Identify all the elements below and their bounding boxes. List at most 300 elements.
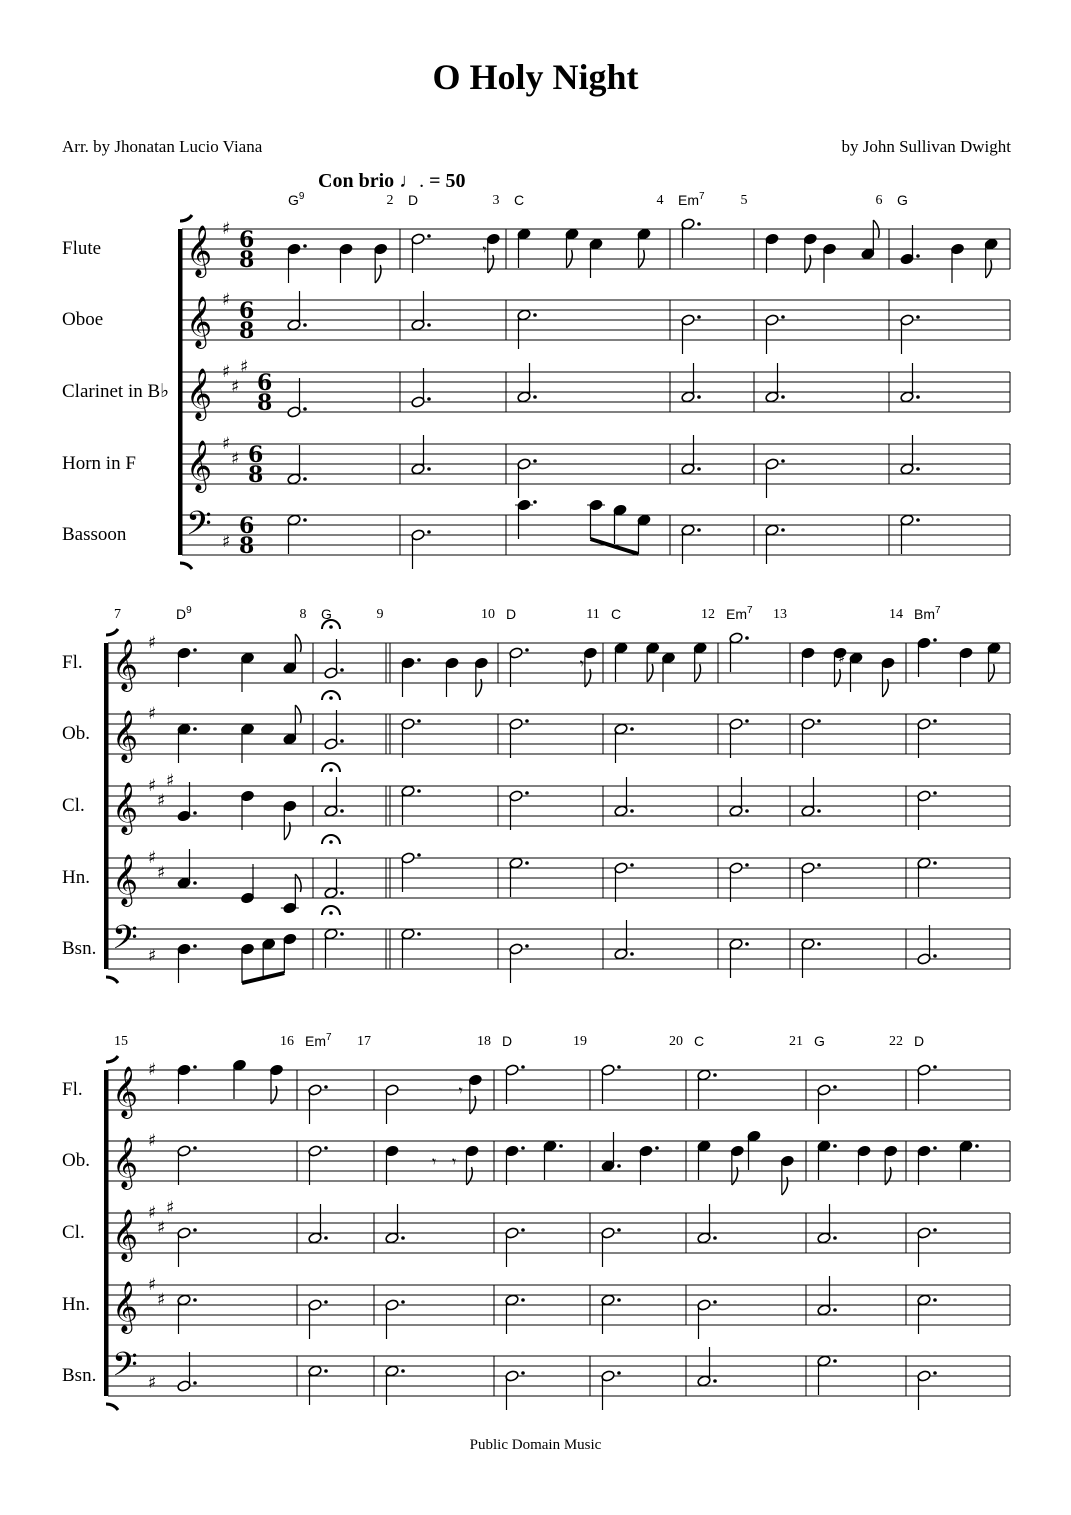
note bbox=[177, 849, 197, 889]
note bbox=[900, 514, 920, 554]
note bbox=[900, 435, 920, 475]
chord-extension: 7 bbox=[935, 605, 941, 616]
instrument-label: Hn. bbox=[62, 867, 90, 888]
dot bbox=[617, 1065, 621, 1069]
chord-symbol: $G^9$ bbox=[288, 191, 305, 208]
instrument-label: Horn in F bbox=[62, 453, 136, 474]
note bbox=[614, 920, 634, 960]
dot bbox=[303, 323, 307, 327]
note bbox=[681, 218, 701, 258]
chord-symbol: G bbox=[814, 1033, 825, 1049]
time-signature-denominator: 8 bbox=[239, 247, 255, 273]
flag bbox=[885, 1167, 891, 1185]
dot bbox=[697, 315, 701, 319]
dot bbox=[933, 861, 937, 865]
sharp-icon: ♯ bbox=[838, 649, 846, 667]
system-bracket bbox=[106, 1056, 118, 1062]
measure-number: 17 bbox=[357, 1034, 371, 1049]
note bbox=[287, 291, 307, 331]
system-bracket bbox=[106, 977, 118, 983]
time-signature-denominator: 8 bbox=[248, 462, 264, 488]
dot bbox=[817, 809, 821, 813]
note bbox=[730, 1145, 744, 1185]
treble-clef-icon: 𝄞 bbox=[186, 296, 213, 347]
dot bbox=[630, 727, 634, 731]
note bbox=[697, 1204, 717, 1244]
note bbox=[589, 238, 603, 278]
flag bbox=[488, 255, 494, 273]
note bbox=[984, 238, 998, 278]
note bbox=[614, 777, 634, 817]
instrument-label: Bassoon bbox=[62, 524, 127, 545]
dot bbox=[427, 530, 431, 534]
instrument-label: Fl. bbox=[62, 652, 83, 673]
dot bbox=[193, 881, 197, 885]
note bbox=[308, 1365, 328, 1405]
dot bbox=[713, 1236, 717, 1240]
chord-symbol: C bbox=[611, 606, 622, 622]
note bbox=[283, 634, 301, 674]
note bbox=[445, 657, 459, 697]
note bbox=[817, 1276, 837, 1316]
treble-clef-icon: 𝄞 bbox=[112, 782, 139, 833]
measure-number: 2 bbox=[386, 193, 394, 208]
fermata-dot bbox=[329, 911, 333, 915]
note bbox=[801, 777, 821, 817]
note bbox=[838, 649, 863, 692]
system-bracket bbox=[106, 1404, 118, 1410]
flag bbox=[476, 679, 482, 697]
note bbox=[465, 1145, 479, 1185]
dot bbox=[933, 1065, 937, 1069]
note bbox=[747, 1130, 761, 1170]
treble-clef-icon: 𝄞 bbox=[112, 1137, 139, 1188]
note bbox=[801, 647, 815, 687]
flag bbox=[295, 874, 301, 892]
note bbox=[509, 857, 529, 897]
chord-symbol: D bbox=[914, 1033, 925, 1049]
note bbox=[614, 642, 628, 682]
sharp-icon: ♯ bbox=[148, 1203, 157, 1223]
dot bbox=[713, 1379, 717, 1383]
sharp-icon: ♯ bbox=[148, 1060, 157, 1080]
treble-clef-icon: 𝄞 bbox=[186, 225, 213, 276]
dot bbox=[340, 739, 344, 743]
note bbox=[401, 928, 421, 968]
time-signature-denominator: 8 bbox=[257, 390, 273, 416]
treble-clef-icon: 𝄞 bbox=[112, 1281, 139, 1332]
dot bbox=[521, 1065, 525, 1069]
note bbox=[861, 220, 879, 260]
dot bbox=[193, 811, 197, 815]
measure-number: 6 bbox=[875, 193, 883, 208]
treble-clef-icon: 𝄞 bbox=[186, 440, 213, 491]
time-signature-denominator: 8 bbox=[239, 318, 255, 344]
note bbox=[474, 657, 488, 697]
note bbox=[177, 723, 197, 763]
bass-clef-icon: 𝄢 bbox=[186, 505, 212, 551]
measure-number: 18 bbox=[477, 1034, 491, 1049]
dot bbox=[401, 1300, 405, 1304]
dot bbox=[427, 467, 431, 471]
note bbox=[697, 1347, 717, 1387]
dot bbox=[933, 954, 937, 958]
note bbox=[817, 1204, 837, 1244]
dot bbox=[521, 1298, 525, 1302]
note bbox=[232, 1059, 246, 1099]
instrument-label: Cl. bbox=[62, 1222, 85, 1243]
measure-number: 4 bbox=[656, 193, 664, 208]
measure-number: 21 bbox=[789, 1034, 803, 1049]
instrument-label: Ob. bbox=[62, 723, 90, 744]
note bbox=[950, 243, 964, 283]
dot bbox=[193, 1228, 197, 1232]
dot bbox=[781, 459, 785, 463]
chord-symbol: $D^9$ bbox=[176, 605, 192, 622]
sharp-icon: ♯ bbox=[231, 449, 240, 469]
note bbox=[614, 723, 634, 763]
arranger-credit: Arr. by Jhonatan Lucio Viana bbox=[62, 137, 263, 156]
chord-extension: 9 bbox=[298, 191, 305, 202]
measure-number: 7 bbox=[114, 607, 121, 622]
dot bbox=[193, 1381, 197, 1385]
flag bbox=[271, 1086, 277, 1104]
score-title: O Holy Night bbox=[432, 57, 639, 97]
note bbox=[269, 1064, 283, 1104]
dot bbox=[324, 1300, 328, 1304]
sharp-icon: ♯ bbox=[157, 791, 166, 811]
note bbox=[322, 620, 344, 679]
tempo-value: = 50 bbox=[429, 170, 466, 192]
sharp-icon: ♯ bbox=[222, 434, 231, 454]
chord-symbol: Em$^7$ bbox=[305, 1032, 332, 1049]
measure-number: 13 bbox=[773, 607, 787, 622]
measure-number: 10 bbox=[481, 607, 495, 622]
chord-symbol: D bbox=[408, 192, 419, 208]
note bbox=[322, 835, 344, 899]
note bbox=[374, 243, 388, 283]
chord-symbol: Bm$^7$ bbox=[914, 605, 941, 622]
chord-symbol: D bbox=[502, 1033, 513, 1049]
note bbox=[543, 1140, 563, 1180]
chord-symbol: Em$^7$ bbox=[726, 605, 753, 622]
note bbox=[240, 652, 254, 692]
measure-number: 14 bbox=[889, 607, 903, 622]
measure-number: 11 bbox=[586, 607, 600, 622]
measure-number: 3 bbox=[492, 193, 500, 208]
dot bbox=[697, 528, 701, 532]
dot bbox=[303, 244, 307, 248]
note bbox=[515, 499, 537, 539]
note bbox=[322, 763, 344, 817]
dot bbox=[324, 1369, 328, 1373]
dot bbox=[417, 853, 421, 857]
note bbox=[661, 652, 675, 692]
dot bbox=[340, 668, 344, 672]
note bbox=[287, 445, 307, 485]
system-bracket bbox=[180, 563, 192, 569]
treble-clef-icon: 𝄞 bbox=[112, 1066, 139, 1117]
note bbox=[601, 1294, 621, 1334]
dot bbox=[833, 1236, 837, 1240]
dot bbox=[817, 719, 821, 723]
note bbox=[385, 1145, 399, 1185]
dot bbox=[781, 528, 785, 532]
note bbox=[587, 499, 605, 539]
instrument-label: Fl. bbox=[62, 1079, 83, 1100]
instrument-label: Flute bbox=[62, 238, 102, 259]
note bbox=[613, 504, 627, 544]
dot bbox=[303, 518, 307, 522]
dot bbox=[933, 1371, 937, 1375]
treble-clef-icon: 𝄞 bbox=[112, 710, 139, 761]
sharp-icon: ♯ bbox=[222, 532, 231, 552]
dot bbox=[697, 395, 701, 399]
sharp-icon: ♯ bbox=[157, 863, 166, 883]
instrument-label: Oboe bbox=[62, 309, 104, 330]
dot bbox=[817, 863, 821, 867]
dot bbox=[401, 1236, 405, 1240]
sharp-icon: ♯ bbox=[240, 357, 249, 377]
sharp-icon: ♯ bbox=[222, 362, 231, 382]
dot bbox=[933, 638, 937, 642]
flag bbox=[835, 669, 841, 687]
dot bbox=[933, 1228, 937, 1232]
dot bbox=[340, 932, 344, 936]
treble-clef-icon: 𝄞 bbox=[112, 854, 139, 905]
dot bbox=[533, 313, 537, 317]
treble-clef-icon: 𝄞 bbox=[112, 1209, 139, 1260]
note bbox=[822, 243, 836, 283]
dot bbox=[833, 1359, 837, 1363]
measure-number: 15 bbox=[114, 1034, 128, 1049]
dot bbox=[975, 1144, 979, 1148]
system-bracket bbox=[180, 215, 192, 221]
dot bbox=[193, 727, 197, 731]
system-bracket bbox=[106, 629, 118, 635]
chord-extension: 7 bbox=[326, 1032, 332, 1043]
dot bbox=[916, 518, 920, 522]
chord-symbol: Em$^7$ bbox=[678, 191, 705, 208]
note bbox=[884, 1145, 898, 1185]
flag bbox=[732, 1167, 738, 1185]
treble-clef-icon: 𝄞 bbox=[112, 639, 139, 690]
dot bbox=[630, 952, 634, 956]
sharp-icon: ♯ bbox=[222, 290, 231, 310]
sharp-icon: ♯ bbox=[148, 848, 157, 868]
note bbox=[411, 291, 431, 331]
dot bbox=[324, 1085, 328, 1089]
dot bbox=[417, 658, 421, 662]
flag bbox=[467, 1167, 473, 1185]
note bbox=[565, 228, 579, 268]
sharp-icon: ♯ bbox=[148, 1373, 157, 1393]
time-signature-numerator: 6 bbox=[257, 370, 273, 396]
sharp-icon: ♯ bbox=[157, 1218, 166, 1238]
note bbox=[900, 363, 920, 403]
chord-extension: 7 bbox=[747, 605, 753, 616]
sharp-icon: ♯ bbox=[157, 1290, 166, 1310]
dot bbox=[521, 1228, 525, 1232]
note bbox=[765, 233, 779, 273]
dot bbox=[745, 809, 749, 813]
note bbox=[881, 657, 895, 697]
note bbox=[681, 524, 701, 564]
dot bbox=[745, 719, 749, 723]
sharp-icon: ♯ bbox=[166, 771, 175, 791]
time-signature-numerator: 6 bbox=[248, 442, 264, 468]
note bbox=[987, 642, 1001, 682]
dot bbox=[417, 932, 421, 936]
dot bbox=[833, 1144, 837, 1148]
dot bbox=[916, 315, 920, 319]
note bbox=[287, 514, 307, 554]
note bbox=[177, 1294, 197, 1334]
sharp-icon: ♯ bbox=[222, 219, 231, 239]
note bbox=[681, 363, 701, 403]
dot bbox=[417, 789, 421, 793]
dot bbox=[833, 1308, 837, 1312]
note bbox=[601, 1132, 621, 1172]
note bbox=[857, 1145, 871, 1185]
dot bbox=[193, 1065, 197, 1069]
note bbox=[281, 874, 301, 914]
dot bbox=[933, 791, 937, 795]
note bbox=[385, 1365, 405, 1405]
dot bbox=[401, 1369, 405, 1373]
dot bbox=[559, 1144, 563, 1148]
instrument-label: Bsn. bbox=[62, 938, 97, 959]
dot bbox=[745, 942, 749, 946]
note bbox=[697, 1140, 711, 1180]
dot bbox=[745, 636, 749, 640]
footer-text: Public Domain Music bbox=[469, 1437, 602, 1453]
eighth-rest-icon: 𝄾 bbox=[458, 1081, 463, 1100]
note bbox=[646, 642, 660, 682]
dot bbox=[417, 719, 421, 723]
note bbox=[801, 938, 821, 978]
dot bbox=[324, 1236, 328, 1240]
dot bbox=[303, 407, 307, 411]
dot bbox=[655, 1146, 659, 1150]
dot bbox=[193, 1298, 197, 1302]
dot bbox=[916, 395, 920, 399]
measure-number: 8 bbox=[299, 607, 307, 622]
dot bbox=[533, 500, 537, 504]
dot bbox=[533, 459, 537, 463]
dot bbox=[697, 222, 701, 226]
note bbox=[339, 243, 353, 283]
measure-number: 16 bbox=[280, 1034, 294, 1049]
dot bbox=[303, 477, 307, 481]
time-signature-numerator: 6 bbox=[239, 227, 255, 253]
note bbox=[517, 363, 537, 403]
note bbox=[729, 777, 749, 817]
composer-credit: by John Sullivan Dwight bbox=[841, 137, 1011, 156]
eighth-rest-icon: 𝄾 bbox=[452, 1152, 457, 1171]
note bbox=[283, 933, 297, 973]
dot bbox=[193, 1146, 197, 1150]
note bbox=[917, 1294, 937, 1334]
note bbox=[803, 233, 817, 273]
dot bbox=[933, 719, 937, 723]
dot bbox=[617, 1371, 621, 1375]
dot bbox=[713, 1073, 717, 1077]
note bbox=[697, 1069, 717, 1109]
measure-number: 22 bbox=[889, 1034, 903, 1049]
dot bbox=[525, 791, 529, 795]
note bbox=[486, 233, 500, 273]
time-signature-numerator: 6 bbox=[239, 513, 255, 539]
sharp-icon: ♯ bbox=[148, 704, 157, 724]
dot bbox=[340, 809, 344, 813]
note bbox=[468, 1074, 482, 1114]
chord-symbol: C bbox=[694, 1033, 705, 1049]
measure-number: 9 bbox=[376, 607, 384, 622]
flag bbox=[375, 265, 381, 283]
dot bbox=[525, 719, 529, 723]
tempo-text: Con brio bbox=[318, 170, 395, 192]
sharp-icon: ♯ bbox=[148, 1131, 157, 1151]
time-signature-numerator: 6 bbox=[239, 298, 255, 324]
note bbox=[517, 228, 531, 268]
note bbox=[681, 435, 701, 475]
note bbox=[693, 642, 707, 682]
fermata-dot bbox=[329, 696, 333, 700]
dot bbox=[427, 323, 431, 327]
dot bbox=[521, 1371, 525, 1375]
dot bbox=[525, 648, 529, 652]
dot bbox=[617, 1164, 621, 1168]
dot bbox=[533, 395, 537, 399]
note bbox=[262, 938, 276, 978]
dot bbox=[697, 467, 701, 471]
flag bbox=[284, 822, 290, 840]
note bbox=[240, 943, 254, 983]
treble-clef-icon: 𝄞 bbox=[186, 368, 213, 419]
dot bbox=[193, 944, 197, 948]
fermata-dot bbox=[329, 625, 333, 629]
note bbox=[240, 864, 254, 904]
fermata-dot bbox=[329, 768, 333, 772]
dot bbox=[630, 863, 634, 867]
note bbox=[401, 785, 421, 825]
chord-symbol: D bbox=[506, 606, 517, 622]
note bbox=[411, 435, 431, 475]
note bbox=[817, 1355, 837, 1395]
note bbox=[505, 1294, 525, 1334]
flag bbox=[805, 255, 811, 273]
eighth-rest-icon: 𝄾 bbox=[482, 240, 487, 259]
note bbox=[385, 1084, 399, 1124]
note bbox=[780, 1155, 794, 1195]
instrument-label: Clarinet in B♭ bbox=[62, 381, 170, 402]
instrument-label: Hn. bbox=[62, 1294, 90, 1315]
flag bbox=[585, 669, 591, 687]
dotted-quarter-note-icon: ♩. bbox=[399, 170, 425, 192]
eighth-rest-icon: 𝄾 bbox=[579, 654, 585, 673]
chord-symbol: C bbox=[514, 192, 525, 208]
note bbox=[283, 705, 301, 745]
chord-extension: 9 bbox=[186, 605, 192, 616]
note bbox=[240, 723, 254, 763]
dot bbox=[933, 1146, 937, 1150]
dot bbox=[933, 1298, 937, 1302]
note bbox=[765, 524, 785, 564]
measure-number: 19 bbox=[573, 1034, 587, 1049]
note bbox=[283, 800, 297, 840]
dot bbox=[324, 1146, 328, 1150]
